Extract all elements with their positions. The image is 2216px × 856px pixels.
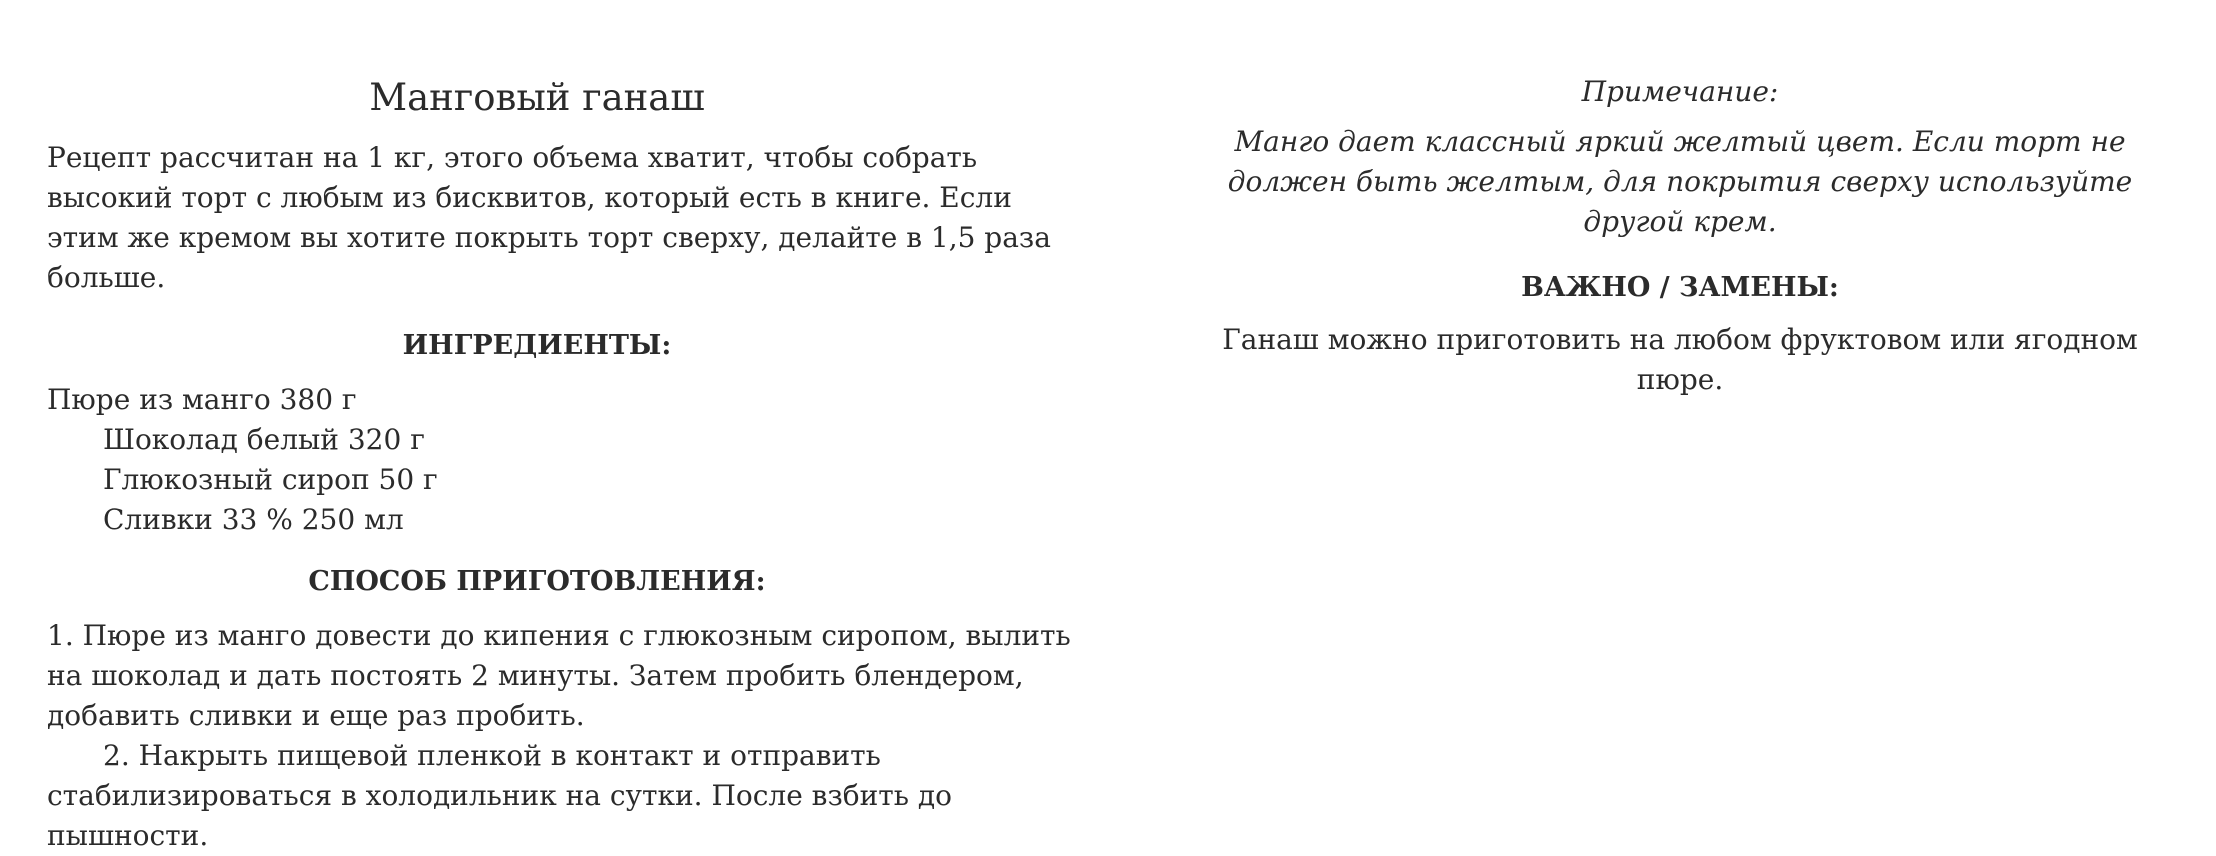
- ingredient-item: Сливки 33 % 250 мл: [103, 503, 404, 536]
- method-step: 1. Пюре из манго довести до кипения с глюкозным сиропом, вылить на шоколад и дать постоять 2 минуты. Затем пробить блендером, добавить сливки и еще раз пробить.: [47, 619, 1071, 732]
- notes-column: [1200, 70, 2160, 400]
- note-label: Примечание:: [1581, 75, 1779, 108]
- ingredient-item: Глюкозный сироп 50 г: [103, 463, 438, 496]
- ingredients-list: [47, 380, 1087, 540]
- method-step: 2. Накрыть пищевой пленкой в контакт и отправить стабилизироваться в холодильник на сутки. После взбить до пышности.: [47, 739, 952, 852]
- substitutions-text: Ганаш можно приготовить на любом фруктовом или ягодном пюре.: [1222, 323, 2138, 396]
- note-text: Манго дает классный яркий желтый цвет. Если торт не должен быть желтым, для покрытия сверху используйте другой крем.: [1227, 125, 2133, 238]
- ingredients-heading: ИНГРЕДИЕНТЫ:: [402, 330, 672, 361]
- recipe-title: Манговый ганаш: [369, 76, 705, 119]
- recipe-intro: Рецепт рассчитан на 1 кг, этого объема хватит, чтобы собрать высокий торт с любым из бисквитов, который есть в книге. Если этим же кремом вы хотите покрыть торт сверху, делайте в 1,5 раза больше.: [47, 141, 1051, 294]
- recipe-column: [47, 70, 1087, 856]
- substitutions-heading: ВАЖНО / ЗАМЕНЫ:: [1521, 272, 1839, 303]
- method-heading: СПОСОБ ПРИГОТОВЛЕНИЯ:: [308, 566, 766, 597]
- ingredient-item: Пюре из манго 380 г: [47, 383, 357, 416]
- ingredient-item: Шоколад белый 320 г: [103, 423, 425, 456]
